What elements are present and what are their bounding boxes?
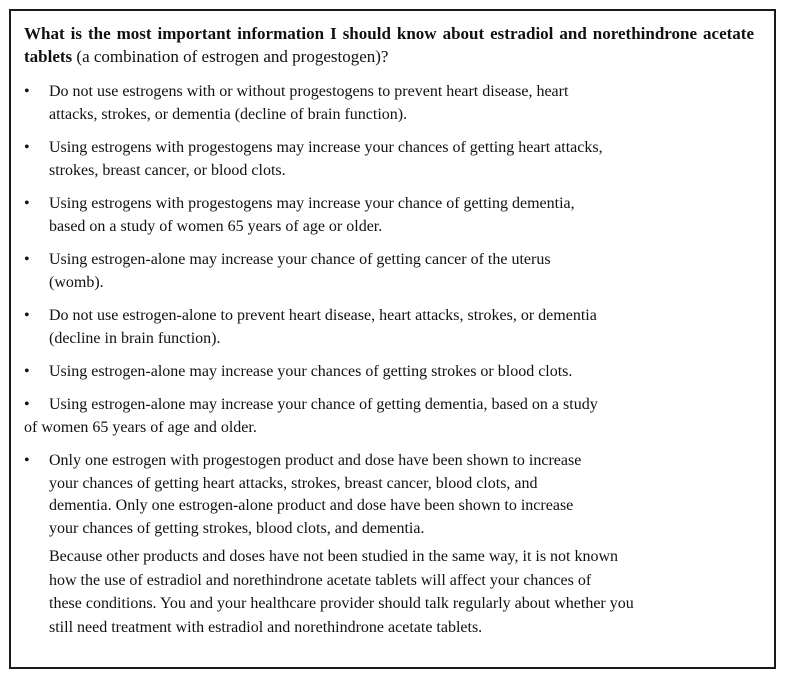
text-line: how the use of estradiol and norethindrone acetate tablets will affect your chances of — [49, 571, 592, 589]
text-line: Do not use estrogens with or without progestogens to prevent heart disease, heart — [49, 83, 569, 100]
text-line: Using estrogens with progestogens may increase your chance of getting dementia, — [49, 195, 575, 212]
bullet-text — [49, 249, 551, 294]
text-line: Using estrogen-alone may increase your chances of getting strokes or blood clots. — [49, 363, 573, 380]
bullet-text — [49, 137, 603, 182]
info-box — [9, 9, 776, 669]
heading-normal-text: (a combination of estrogen and progestogen)? — [72, 47, 389, 66]
section-heading — [24, 22, 754, 68]
text-line: attacks, strokes, or dementia (decline of brain function). — [49, 105, 408, 123]
bullet-mark: • — [24, 195, 30, 212]
text-line: (womb). — [49, 273, 104, 291]
bullet-text — [49, 81, 568, 126]
text-line: Using estrogen-alone may increase your chance of getting dementia, based on a study — [49, 396, 598, 413]
bullet-text — [49, 193, 575, 238]
text-line: Do not use estrogen-alone to prevent heart disease, heart attacks, strokes, or dementia — [49, 307, 597, 324]
text-line: still need treatment with estradiol and norethindrone acetate tablets. — [49, 618, 483, 636]
text-line: Because other products and doses have not been studied in the same way, it is not known — [49, 548, 619, 565]
bullet-mark: • — [24, 363, 30, 380]
bullet-mark: • — [24, 307, 30, 324]
text-line: Only one estrogen with progestogen product and dose have been shown to increase — [49, 452, 582, 469]
bullet-text — [49, 305, 597, 350]
text-line: dementia. Only one estrogen-alone product and dose have been shown to increase — [49, 497, 574, 514]
text-line: of women 65 years of age and older. — [24, 418, 257, 436]
text-line: Using estrogen-alone may increase your chance of getting cancer of the uterus — [49, 251, 551, 268]
text-line: Using estrogens with progestogens may increase your chances of getting heart attacks, — [49, 139, 603, 156]
text-line: your chances of getting strokes, blood clots, and dementia. — [49, 519, 425, 537]
closing-paragraph — [49, 545, 769, 639]
bullet-text — [24, 394, 598, 439]
bullet-mark: • — [24, 139, 30, 156]
text-line: these conditions. You and your healthcare provider should talk regularly about whether you — [49, 595, 634, 612]
bullet-mark: • — [24, 396, 30, 413]
text-line: strokes, breast cancer, or blood clots. — [49, 161, 286, 179]
bullet-text — [49, 450, 581, 540]
bullet-mark: • — [24, 251, 30, 268]
bullet-mark: • — [24, 83, 30, 100]
bullet-mark: • — [24, 452, 30, 469]
heading-bold-text: What is the most important information I should know about estradiol and norethindrone acetate tablets — [24, 24, 754, 66]
bullet-text — [49, 361, 572, 384]
text-line: based on a study of women 65 years of age or older. — [49, 217, 383, 235]
text-line: (decline in brain function). — [49, 329, 221, 347]
text-line: your chances of getting heart attacks, strokes, breast cancer, blood clots, and — [49, 474, 538, 492]
